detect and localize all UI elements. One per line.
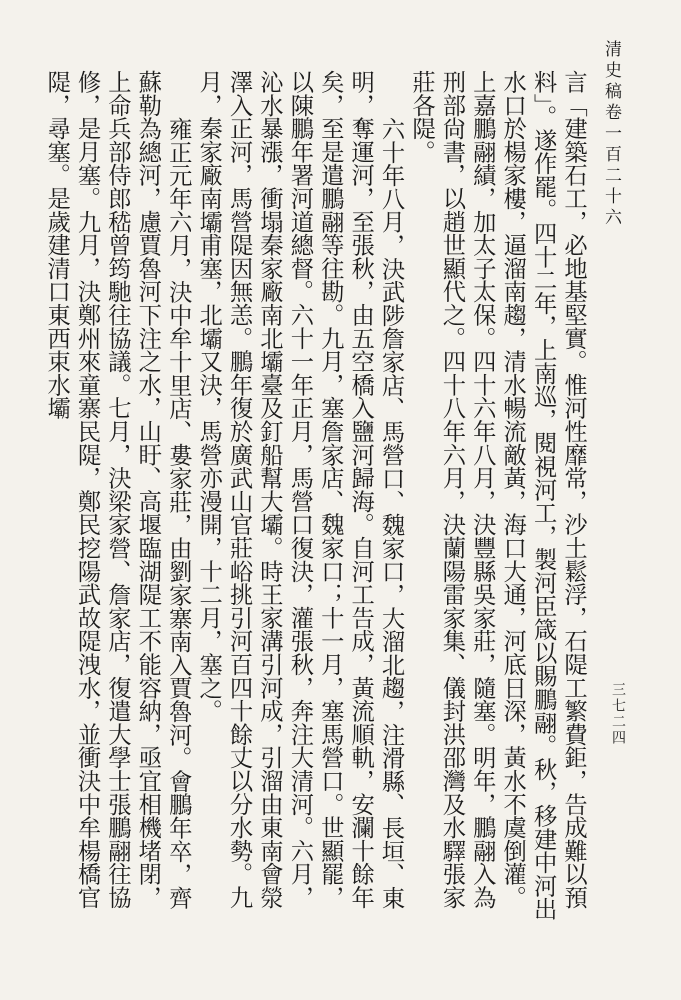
page-number: 三七二四 — [610, 682, 626, 746]
paragraph-2: 六十年八月，決武陟詹家店、馬營口、魏家口，大溜北趨，注滑縣、長垣、東明，奪運河，至張秋，由五空橋入鹽河歸海。自河工告成，黃流順軌，安瀾十餘年矣，至是遣鵬翮等往勘。九月，塞詹家店、魏家口；十一月，塞馬營口。世顯罷，以陳鵬年署河道總督。六十一年正月，馬營口復決，灌張秋，奔注大清河。六月，沁水暴漲，衝塌秦家廠南北壩臺及釘船幫大壩。時王家溝引河成，引溜由東南會滎澤入正河，馬營隄因無恙。鵬年復於廣武山官莊峪挑引河百四十餘丈以分水勢。九月，秦家廠南壩甫塞，北壩又決，馬營亦漫開，十二月，塞之。 — [195, 70, 405, 909]
running-title: 清史稿卷一百二十六 — [601, 40, 621, 229]
paragraph-3: 雍正元年六月，決中牟十里店、婁家莊，由劉家寨南入賈魯河。會鵬年卒，齊蘇勒為總河，慮賈魯河下注之水，山盱、高堰臨湖隄工不能容納，亟宜相機堵閉，上命兵部侍郎嵇曾筠馳往協議。七月，決梁家營、詹家店，復遣大學士張鵬翮往協修，是月塞。九月，決鄭州來童寨民隄，鄭民挖陽武故隄洩水，並衝決中牟楊橋官隄，尋塞。是歲建清口東西束水壩 — [43, 70, 192, 909]
body-text — [40, 70, 588, 932]
paragraph-1: 言「建築石工，必地基堅實。惟河性靡常，沙土鬆浮，石隄工繁費鉅，告成難以預料」。遂作罷。四十二年，上南巡，閱視河工，製河臣箴以賜鵬翮。秋，移建中河出水口於楊家樓，逼溜南趨，清水暢流敵黃，海口大通，河底日深，黃水不虞倒灌。上嘉鵬翮績，加太子太保。四十六年八月，決豐縣吳家莊，隨塞。明年，鵬翮入為刑部尙書，以趙世顯代之。四十八年六月，決蘭陽雷家集、儀封洪邵灣及水驛張家莊各隄。 — [407, 70, 587, 921]
